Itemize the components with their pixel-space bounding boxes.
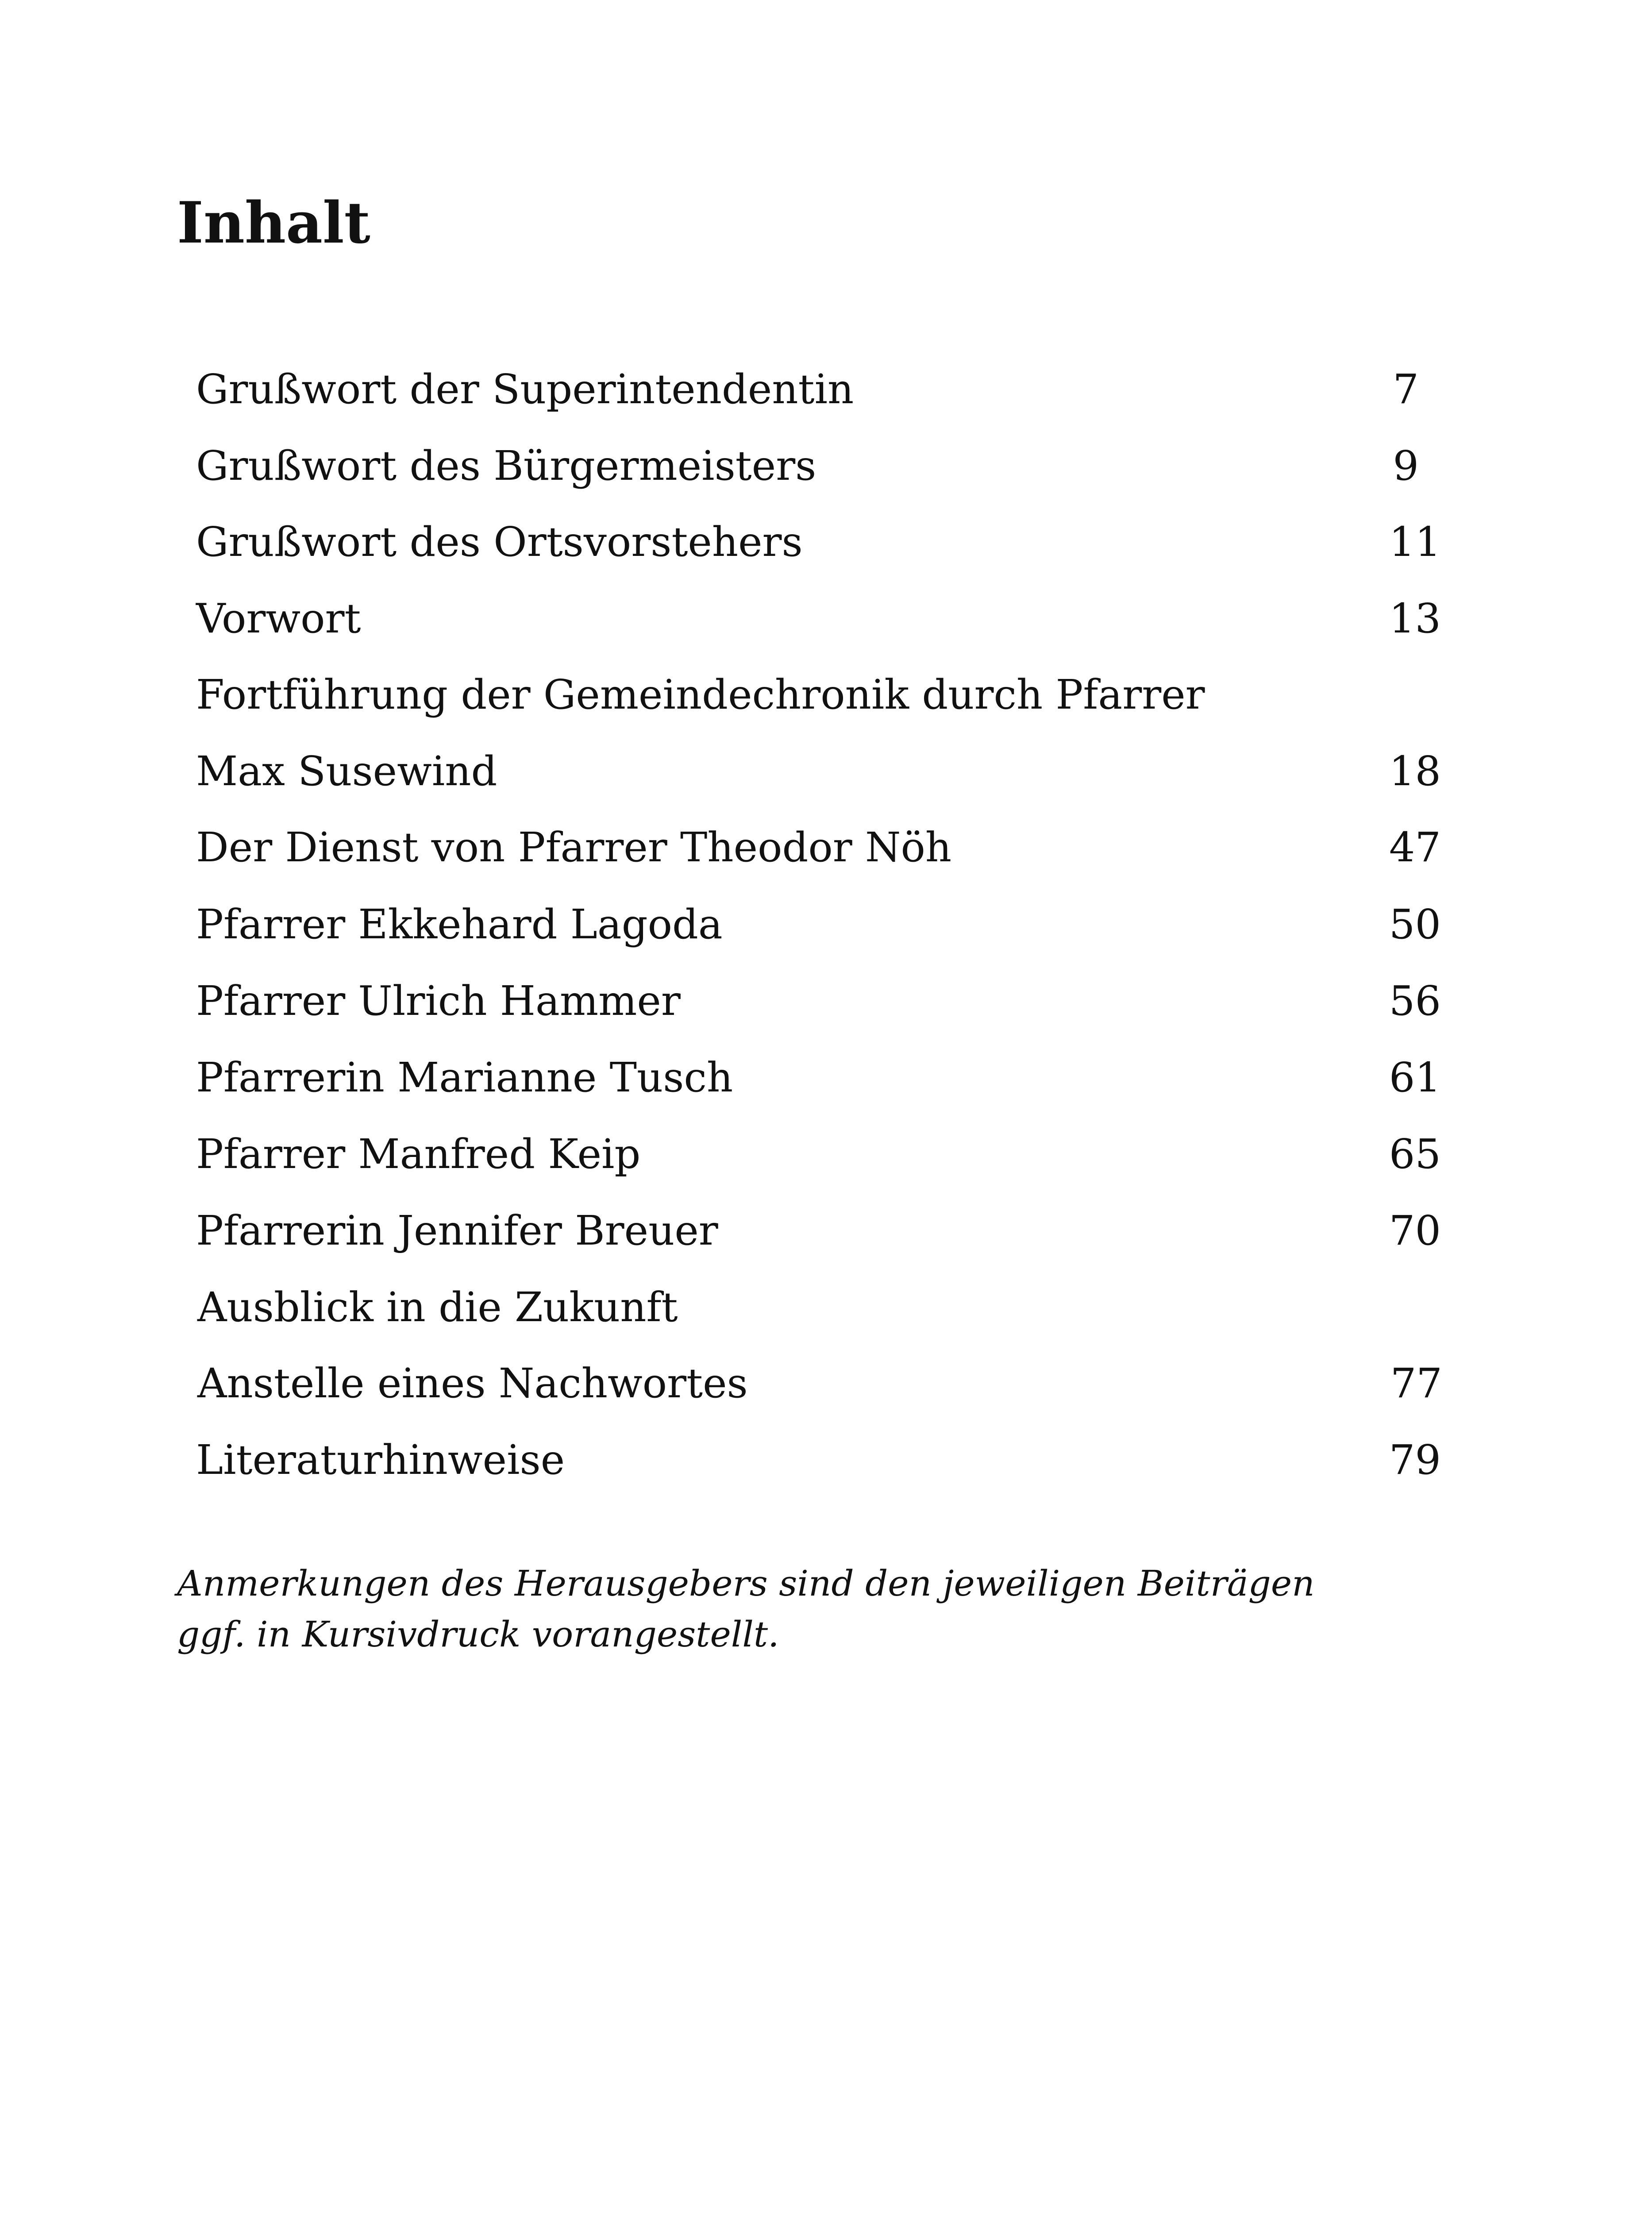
toc-entry-page: 47: [1389, 824, 1441, 871]
toc-entry: [196, 896, 1441, 953]
page-title: Inhalt: [177, 190, 370, 256]
toc-entry-page: 9: [1393, 442, 1419, 490]
toc-entry: [196, 590, 1441, 648]
toc-entry-page: 70: [1389, 1207, 1441, 1254]
toc-entry-page: 77: [1390, 1360, 1442, 1407]
toc-entry: [196, 666, 1441, 724]
toc-entry-label: Pfarrerin Jennifer Breuer: [196, 1207, 718, 1254]
toc-entry: [196, 1431, 1441, 1489]
toc-entry-page: 56: [1389, 977, 1441, 1025]
toc-entry-label: Vorwort: [196, 595, 361, 642]
toc-entry-page: 13: [1389, 595, 1441, 642]
editor-note: Anmerkungen des Herausgebers sind den jeweiligen Beiträgen ggf. in Kursivdruck vorangestellt.: [177, 1563, 1315, 1655]
toc-entry-label: Fortführung der Gemeindechronik durch Pfarrer: [196, 671, 1205, 718]
toc-entry: [196, 1126, 1441, 1183]
toc-entry: [196, 361, 1441, 418]
toc-entry-page: 61: [1389, 1054, 1441, 1101]
toc-entry-label: Max Susewind: [196, 748, 497, 795]
toc-entry-label: Grußwort des Ortsvorstehers: [196, 518, 803, 566]
toc-entry: [197, 1355, 1442, 1412]
toc-entry-label: Literaturhinweise: [196, 1436, 565, 1484]
toc-entry-label: Grußwort der Superintendentin: [196, 366, 854, 413]
toc-entry: [196, 1202, 1441, 1260]
toc-entry-page: 7: [1393, 366, 1419, 413]
toc-entry-label: Pfarrer Manfred Keip: [196, 1130, 641, 1178]
toc-entry: [196, 1049, 1441, 1106]
toc-entry-label: Pfarrerin Marianne Tusch: [196, 1054, 733, 1101]
toc-entry-page: 11: [1389, 518, 1441, 566]
toc-entry-label: Pfarrer Ekkehard Lagoda: [196, 901, 723, 948]
toc-entry-label: Ausblick in die Zukunft: [197, 1284, 678, 1331]
toc-entry-label: Der Dienst von Pfarrer Theodor Nöh: [196, 824, 952, 871]
toc-entry-page: 65: [1389, 1130, 1441, 1178]
toc-entry: [196, 743, 1441, 800]
toc-entry: [196, 513, 1441, 571]
toc-entry-page: 50: [1389, 901, 1441, 948]
toc-entry-label: Anstelle eines Nachwortes: [197, 1360, 748, 1407]
toc-entry: [196, 437, 1441, 495]
toc-entry-label: Pfarrer Ulrich Hammer: [196, 977, 681, 1025]
toc-entry-page: 18: [1389, 748, 1441, 795]
toc-entry-page: 79: [1389, 1436, 1441, 1484]
toc-entry: [196, 819, 1441, 876]
toc-entry: [196, 972, 1441, 1030]
toc-entry-label: Grußwort des Bürgermeisters: [196, 442, 816, 490]
toc-entry: [197, 1279, 1442, 1336]
